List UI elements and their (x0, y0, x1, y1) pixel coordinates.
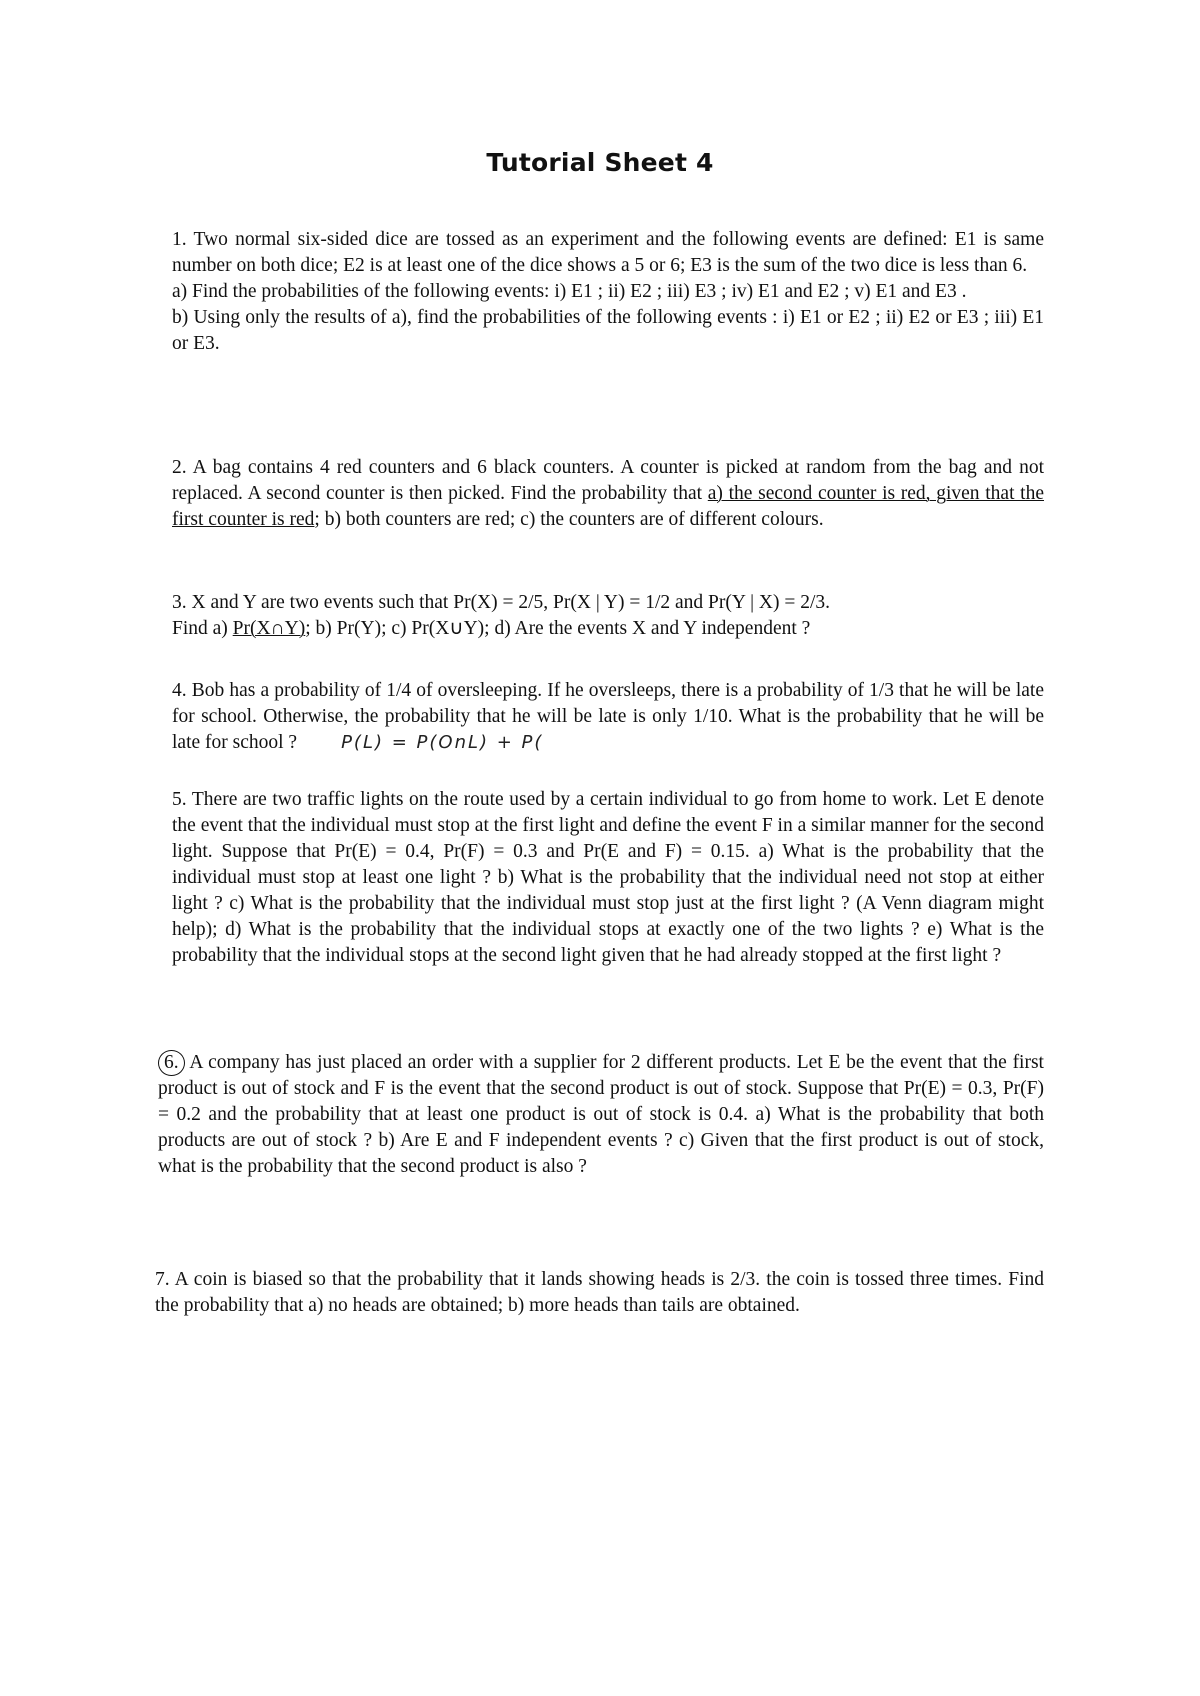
question-5-text: There are two traffic lights on the route used by a certain individual to go from home to work. Let E denote the event that the individual must stop at the first light and define the event F in a similar manner for the second light. Suppose that Pr(E) = 0.4, Pr(F) = 0.3 and Pr(E and F) = 0.15. a) What is the probability that the individual must stop at least one light ? b) What is the probability that the individual need not stop at either light ? c) What is the probability that the individual must stop just at the first light ? (A Venn diagram might help); d) What is the probability that the individual stops at exactly one of the two lights ? e) What is the probability that the individual stops at the second light given that he had already stopped at the first light ? (172, 789, 1044, 966)
question-1 (172, 227, 1044, 357)
question-3-rest: ; b) Pr(Y); c) Pr(X∪Y); d) Are the events X and Y independent ? (305, 618, 811, 639)
question-1-part-b: b) Using only the results of a), find the probabilities of the following events : i) E1 or E2 ; ii) E2 or E3 ; iii) E1 or E3. (172, 307, 1044, 354)
question-2-body (172, 455, 1044, 533)
question-number: 1. (172, 229, 187, 250)
question-2-text-start: A bag contains 4 red counters and 6 black counters. A counter is picked at random from the bag and not replaced. A second counter is then picked. Find the probability that (172, 457, 1044, 504)
question-4-text: Bob has a probability of 1/4 of oversleeping. If he oversleeps, there is a probability of 1/3 that he will be late for school. Otherwise, the probability that he will be late is only 1/10. What is the probability that he will be late for school ? (172, 680, 1045, 753)
question-2-underlined-text: a) the second counter is red, given that the first counter is red (172, 483, 1044, 530)
question-6 (158, 1050, 1044, 1180)
question-number: 7. (155, 1269, 170, 1290)
question-4-body (172, 678, 1044, 756)
circled-question-number: 6. (158, 1050, 185, 1076)
question-number: 4. (172, 680, 187, 701)
question-5 (172, 787, 1044, 969)
question-1-part-a: a) Find the probabilities of the following events: i) E1 ; ii) E2 ; iii) E3 ; iv) E1 and E2 ; v) E1 and E3 . (172, 281, 967, 302)
question-6-text: A company has just placed an order with a supplier for 2 different products. Let E be the event that the first product is out of stock and F is the event that the second product is out of stock. Suppose that Pr(E) = 0.3, Pr(F) = 0.2 and the probability that at least one product is out of stock is 0.4. a) What is the probability that both products are out of stock ? b) Are E and F independent events ? c) Given that the first product is out of stock, what is the probability that the second product is also ? (158, 1052, 1044, 1177)
question-3 (172, 590, 1044, 642)
question-4 (172, 678, 1044, 756)
question-5-body (172, 787, 1044, 969)
question-3-underlined-text: Pr(X∩Y) (232, 618, 306, 639)
question-3-given: X and Y are two events such that Pr(X) = 2/5, Pr(X | Y) = 1/2 and Pr(Y | X) = 2/3. (191, 592, 831, 613)
page-title: Tutorial Sheet 4 (486, 148, 714, 177)
question-1-stem (172, 227, 1044, 279)
question-7-body (155, 1267, 1044, 1319)
handwritten-note: P(L) = P(OnL) + P( (341, 732, 544, 753)
question-2-text-end: ; b) both counters are red; c) the counters are of different colours. (314, 509, 824, 530)
question-3-line-1 (172, 590, 1044, 616)
question-1-text: Two normal six-sided dice are tossed as an experiment and the following events are defined: E1 is same number on both dice; E2 is at least one of the dice shows a 5 or 6; E3 is the sum of the two dice is less than 6. (172, 229, 1044, 276)
question-7-text: A coin is biased so that the probability that it lands showing heads is 2/3. the coin is tossed three times. Find the probability that a) no heads are obtained; b) more heads than tails are obtained. (155, 1269, 1044, 1316)
question-number: 2. (172, 457, 187, 478)
question-6-body (158, 1050, 1044, 1180)
question-3-line-2 (172, 616, 1044, 642)
question-3-find-label: Find a) (172, 618, 233, 639)
question-number: 3. (172, 592, 187, 613)
question-number: 5. (172, 789, 187, 810)
question-2 (172, 455, 1044, 533)
question-7 (155, 1267, 1044, 1319)
